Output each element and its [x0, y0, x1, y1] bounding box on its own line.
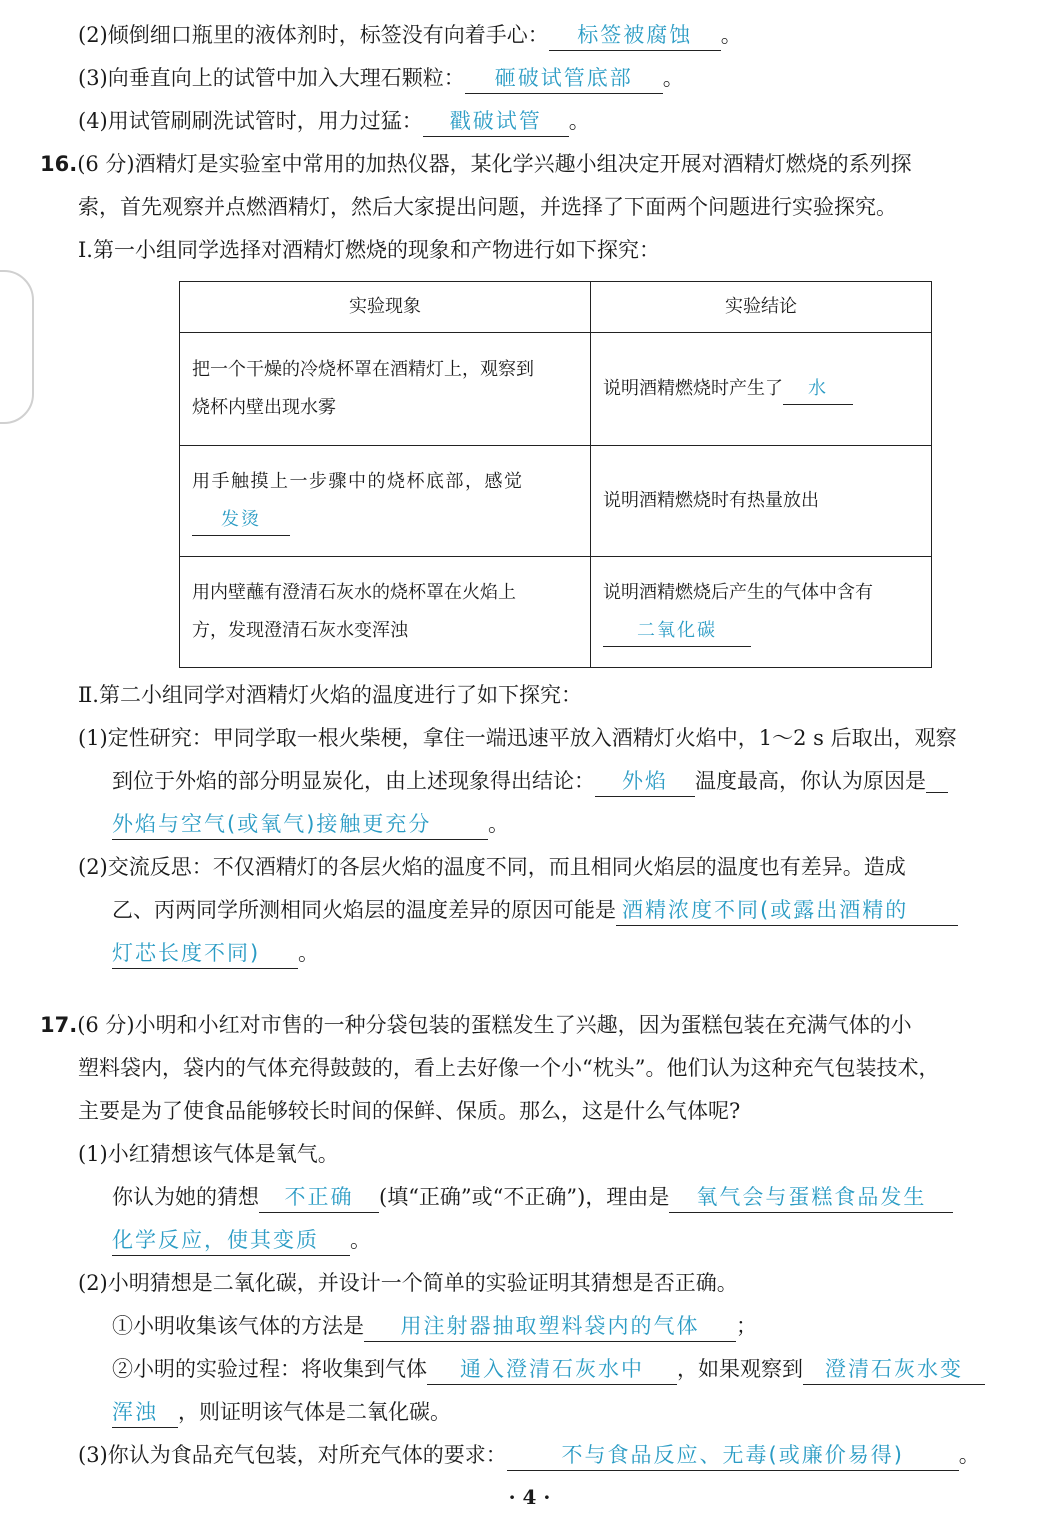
row3-conclusion	[591, 557, 932, 668]
q17-stem-text1: (6 分)小明和小红对市售的一种分袋包装的蛋糕发生了兴趣，因为蛋糕包装在充满气体的小	[77, 1013, 912, 1037]
q17-sub1-question	[112, 1182, 953, 1213]
q17-sub1-end: 。	[350, 1228, 371, 1252]
q16-sub1-answer1: 外焰	[595, 766, 695, 797]
q15-item2-end: 。	[720, 23, 742, 47]
binder-hole-decoration	[0, 270, 34, 424]
q16-stem-line1	[40, 149, 912, 179]
q16-sub1-line1: (1)定性研究：甲同学取一根火柴梗，拿住一端迅速平放入酒精灯火焰中，1～2 s 后取出，观察	[78, 726, 957, 750]
row1-concl-answer: 水	[783, 374, 853, 405]
q17-sub1-answer-cont	[112, 1225, 371, 1256]
q15-item3	[78, 63, 684, 94]
q15-item4-text: (4)用试管刷刷洗试管时，用力过猛：	[78, 109, 423, 133]
q16-sub2-end: 。	[298, 941, 319, 965]
row1-conclusion	[591, 333, 932, 446]
q16-sub2-line3	[112, 938, 319, 969]
q15-item2-text: (2)倾倒细口瓶里的液体剂时，标签没有向着手心：	[78, 23, 549, 47]
row2-phenomenon	[180, 446, 591, 557]
q17-sub2: (2)小明猜想是二氧化碳，并设计一个简单的实验证明其猜想是否正确。	[78, 1271, 738, 1295]
q17-sub1-answer1: 不正确	[259, 1182, 379, 1213]
table-header-conclusion: 实验结论	[591, 282, 932, 333]
q17-stem-line3: 主要是为了使食品能够较长时间的保鲜、保质。那么，这是什么气体呢?	[78, 1099, 741, 1123]
row3-concl-answer: 二氧化碳	[603, 616, 751, 647]
q16-stem-line2: 索，首先观察并点燃酒精灯，然后大家提出问题，并选择了下面两个问题进行实验探究。	[78, 195, 897, 219]
q16-sub1-text-a: 到位于外焰的部分明显炭化，由上述现象得出结论：	[112, 769, 595, 793]
q17-sub1-text-a: 你认为她的猜想	[112, 1185, 259, 1209]
q17-sub1: (1)小红猜想该气体是氧气。	[78, 1142, 339, 1166]
row1-phenomenon	[180, 333, 591, 446]
row2-conclusion: 说明酒精燃烧时有热量放出	[591, 446, 932, 557]
q16-sub2-answer-a: 酒精浓度不同(或露出酒精的	[616, 895, 958, 926]
table-row	[180, 333, 932, 446]
q15-item4	[78, 106, 590, 137]
q15-item3-end: 。	[662, 66, 684, 90]
q16-sub1-line2	[112, 766, 948, 797]
q17-sub2-ii-text-b: ，如果观察到	[677, 1357, 803, 1381]
table-row	[180, 557, 932, 668]
q15-item2	[78, 20, 742, 51]
experiment-table	[179, 281, 932, 668]
q17-sub2-ii-answer2-a: 澄清石灰水变	[803, 1354, 985, 1385]
row3-phenomenon	[180, 557, 591, 668]
q17-number: 17.	[40, 1013, 78, 1037]
q17-sub1-answer2-a: 氧气会与蛋糕食品发生	[669, 1182, 953, 1213]
q17-sub1-answer2-b: 化学反应，使其变质	[112, 1225, 350, 1256]
q15-item3-text: (3)向垂直向上的试管中加入大理石颗粒：	[78, 66, 465, 90]
q17-sub2-i	[112, 1311, 757, 1342]
q17-sub2-ii-cont	[112, 1397, 451, 1428]
q17-sub2-ii-answer1: 通入澄清石灰水中	[427, 1354, 677, 1385]
row1-phen-line2: 烧杯内壁出现水雾	[192, 397, 336, 418]
q17-sub3-text: (3)你认为食品充气包装，对所充气体的要求：	[78, 1443, 507, 1467]
q16-sub1-answer2: 外焰与空气(或氧气)接触更充分	[112, 809, 488, 840]
row3-phen-line2: 方，发现澄清石灰水变浑浊	[192, 620, 408, 641]
q16-sub1-text-b: 温度最高，你认为原因是	[695, 769, 926, 793]
q16-number: 16.	[40, 152, 78, 176]
q17-sub3-answer: 不与食品反应、无毒(或廉价易得)	[507, 1440, 959, 1471]
answer-blank	[926, 766, 948, 793]
q16-sub2-text: 乙、丙两同学所测相同火焰层的温度差异的原因可能是	[112, 898, 616, 922]
q15-item4-end: 。	[568, 109, 590, 133]
q17-sub2-i-end: ；	[736, 1314, 757, 1338]
row1-phen-line1: 把一个干燥的冷烧杯罩在酒精灯上，观察到	[192, 359, 534, 380]
q17-sub3-end: 。	[958, 1443, 980, 1467]
q17-stem-line1	[40, 1010, 912, 1040]
q15-item4-answer: 戳破试管	[423, 106, 569, 137]
row2-phen-line1: 用手触摸上一步骤中的烧杯底部，感觉	[192, 471, 524, 492]
page-number: · 4 ·	[508, 1485, 551, 1509]
table-row	[180, 446, 932, 557]
q16-sub2-answer-b: 灯芯长度不同)	[112, 938, 298, 969]
q16-sub2-line2	[112, 895, 958, 926]
q17-sub2-ii-text-a: ②小明的实验过程：将收集到气体	[112, 1357, 427, 1381]
q15-item2-answer: 标签被腐蚀	[549, 20, 721, 51]
q17-sub3	[78, 1440, 980, 1471]
q17-sub2-i-text: ①小明收集该气体的方法是	[112, 1314, 364, 1338]
q17-sub2-ii-text-c: ，则证明该气体是二氧化碳。	[178, 1400, 451, 1424]
q16-stem-text1: (6 分)酒精灯是实验室中常用的加热仪器，某化学兴趣小组决定开展对酒精灯燃烧的系列探	[77, 152, 912, 176]
q17-sub2-ii-answer2-b: 浑浊	[112, 1397, 178, 1428]
q17-sub2-ii	[112, 1354, 985, 1385]
q16-sub2-line1: (2)交流反思：不仅酒精灯的各层火焰的温度不同，而且相同火焰层的温度也有差异。造成	[78, 855, 906, 879]
row1-concl-text: 说明酒精燃烧时产生了	[603, 378, 783, 399]
q16-part1-heading: Ⅰ.第一小组同学选择对酒精灯燃烧的现象和产物进行如下探究：	[78, 238, 660, 262]
q16-sub1-end: 。	[488, 812, 509, 836]
row3-phen-line1: 用内壁蘸有澄清石灰水的烧杯罩在火焰上	[192, 582, 516, 603]
row3-concl-text: 说明酒精燃烧后产生的气体中含有	[603, 582, 873, 603]
q16-sub1-line3	[112, 809, 509, 840]
q17-stem-line2: 塑料袋内，袋内的气体充得鼓鼓的，看上去好像一个小“枕头”。他们认为这种充气包装技术，	[78, 1056, 940, 1080]
row2-phen-answer: 发烫	[192, 505, 290, 536]
q17-sub1-text-b: (填“正确”或“不正确”)，理由是	[379, 1185, 670, 1209]
q17-sub2-i-answer: 用注射器抽取塑料袋内的气体	[364, 1311, 736, 1342]
q15-item3-answer: 砸破试管底部	[465, 63, 663, 94]
table-header-phenomenon: 实验现象	[180, 282, 591, 333]
q16-part2-heading: Ⅱ.第二小组同学对酒精灯火焰的温度进行了如下探究：	[78, 683, 582, 707]
